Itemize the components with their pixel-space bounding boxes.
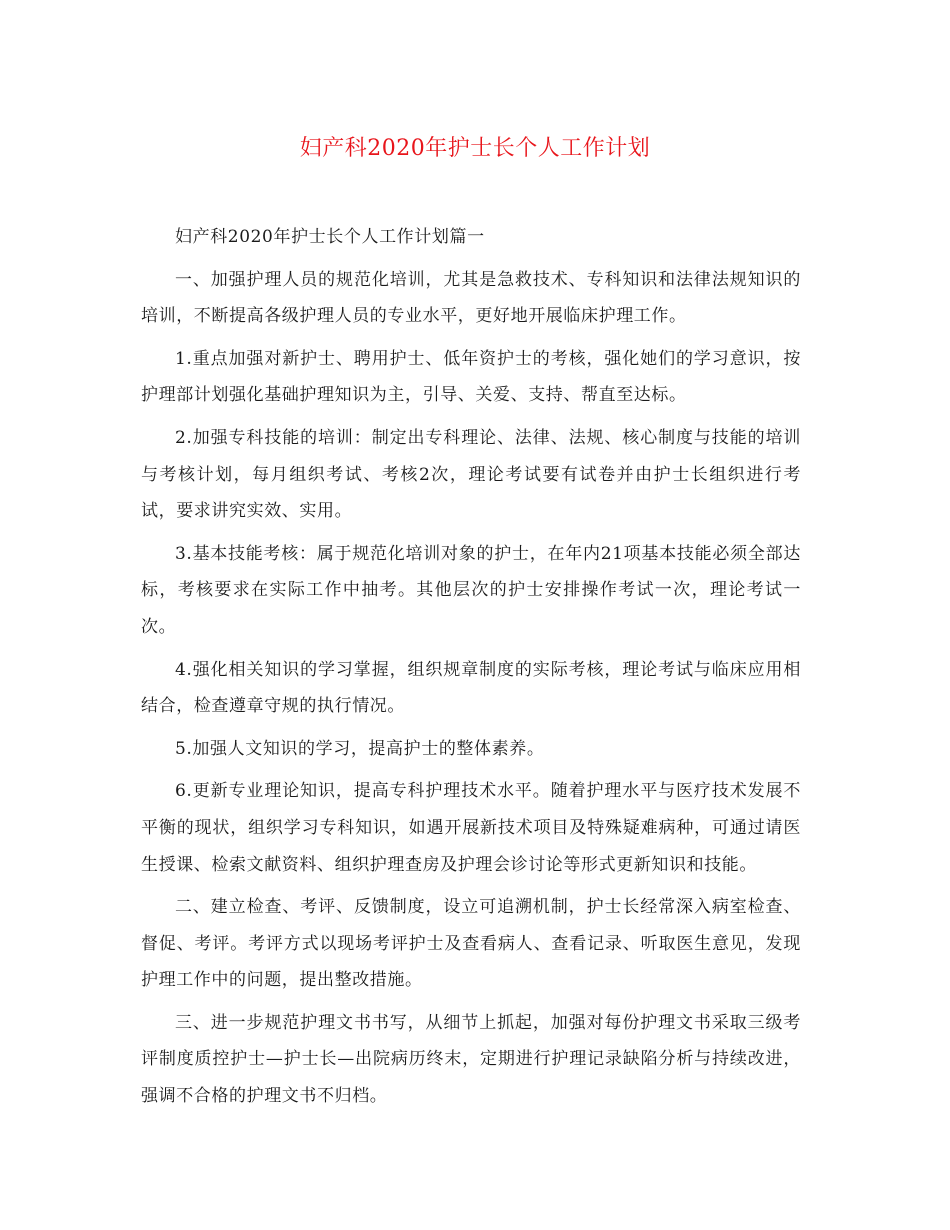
paragraph-part-three: 三、进一步规范护理文书书写，从细节上抓起，加强对每份护理文书采取三级考评制度质控护士—护士长—出院病历终末，定期进行护理记录缺陷分析与持续改进，强调不合格的护理文书不归档。 (141, 1012, 801, 1107)
paragraph-item-5: 5.加强人文知识的学习，提高护士的整体素养。 (175, 738, 545, 759)
paragraph-item-2: 2.加强专科技能的培训：制定出专科理论、法律、法规、核心制度与技能的培训与考核计划，每月组织考试、考核2次，理论考试要有试卷并由护士长组织进行考试，要求讲究实效、实用。 (141, 427, 801, 522)
document-title: 妇产科2020年护士长个人工作计划 (299, 136, 651, 161)
paragraph-item-3: 3.基本技能考核：属于规范化培训对象的护士，在年内21项基本技能必须全部达标，考核要求在实际工作中抽考。其他层次的护士安排操作考试一次，理论考试一次。 (141, 543, 801, 637)
paragraph-item-1: 1.重点加强对新护士、聘用护士、低年资护士的考核，强化她们的学习意识，按护理部计划强化基础护理知识为主，引导、关爱、支持、帮直至达标。 (141, 348, 801, 406)
paragraph-item-6: 6.更新专业理论知识，提高专科护理技术水平。随着护理水平与医疗技术发展不平衡的现状，组织学习专科知识，如遇开展新技术项目及特殊疑难病种，可通过请医生授课、检索文献资料、组织护理查房及护理会诊讨论等形式更新知识和技能。 (141, 781, 801, 875)
paragraph-item-4: 4.强化相关知识的学习掌握，组织规章制度的实际考核，理论考试与临床应用相结合，检查遵章守规的执行情况。 (141, 659, 801, 717)
paragraph-part-two: 二、建立检查、考评、反馈制度，设立可追溯机制，护士长经常深入病室检查、督促、考评。考评方式以现场考评护士及查看病人、查看记录、听取医生意见，发现护理工作中的问题，提出整改措施。 (141, 897, 801, 991)
section-heading: 妇产科2020年护士长个人工作计划篇一 (175, 227, 485, 247)
document-body (141, 219, 801, 1121)
paragraph-part-one: 一、加强护理人员的规范化培训，尤其是急救技术、专科知识和法律法规知识的培训，不断提高各级护理人员的专业水平，更好地开展临床护理工作。 (141, 269, 801, 327)
